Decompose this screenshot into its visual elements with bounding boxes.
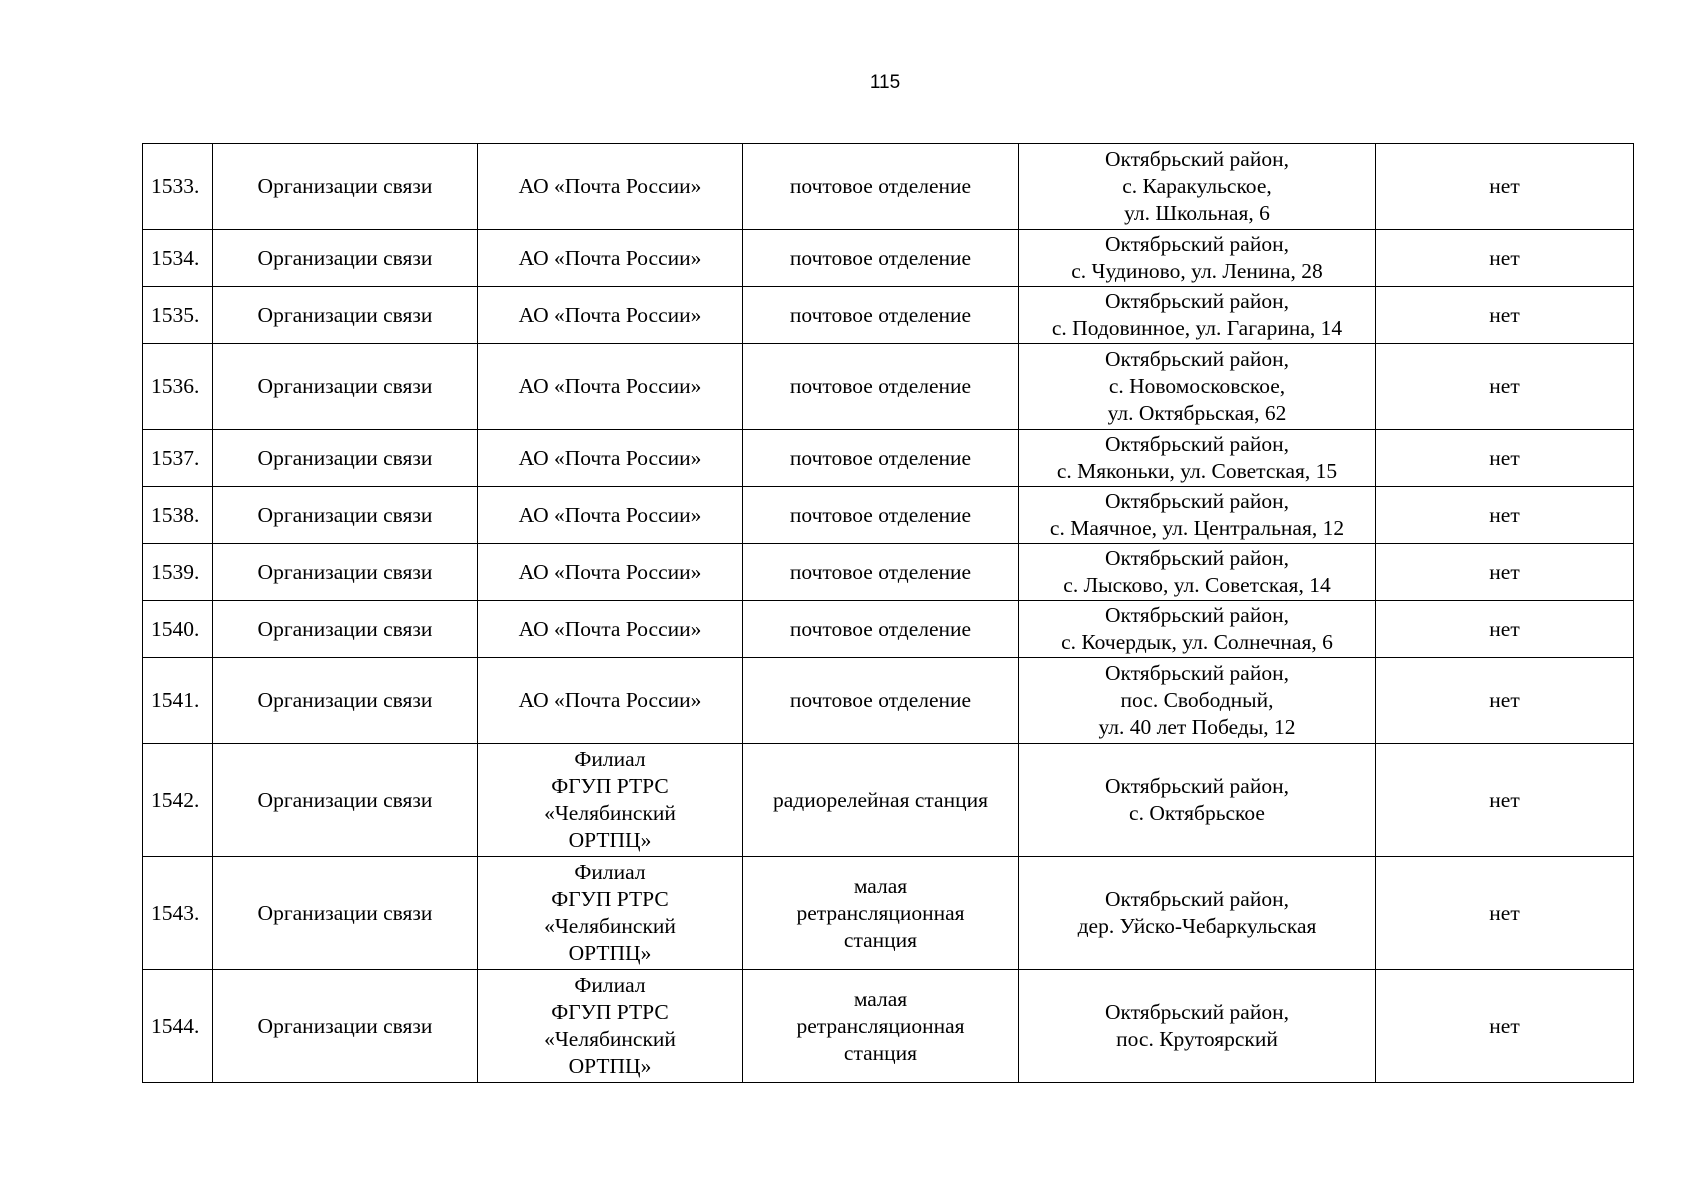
- address-line: с. Новомосковское,: [1108, 374, 1286, 398]
- address-line: Октябрьский район,: [1105, 887, 1289, 911]
- organization-line: АО «Почта России»: [518, 374, 702, 398]
- category-cell: Организации связи: [213, 344, 478, 430]
- address-line: Октябрьский район,: [1105, 347, 1289, 371]
- table-row: [143, 430, 1634, 487]
- table-row: [143, 344, 1634, 430]
- address-line: Октябрьский район,: [1105, 661, 1289, 685]
- row-number-cell: 1537.: [143, 430, 213, 487]
- address-line: дер. Уйско-Чебаркульская: [1077, 914, 1317, 938]
- address-line: Октябрьский район,: [1105, 546, 1289, 570]
- organization-cell: [478, 544, 743, 601]
- address-cell: [1019, 970, 1376, 1083]
- object-type-cell: [743, 487, 1019, 544]
- row-number-cell: 1540.: [143, 601, 213, 658]
- organization-cell: [478, 144, 743, 230]
- category-cell: Организации связи: [213, 970, 478, 1083]
- address-line: Октябрьский район,: [1105, 489, 1289, 513]
- organization-line: АО «Почта России»: [518, 302, 702, 327]
- organization-cell: [478, 487, 743, 544]
- organization-cell: [478, 430, 743, 487]
- status-cell: нет: [1376, 744, 1634, 857]
- object-type-cell: [743, 744, 1019, 857]
- organization-cell: [478, 230, 743, 287]
- address-line: пос. Свободный,: [1120, 688, 1274, 712]
- address-line: ул. Школьная, 6: [1124, 201, 1270, 225]
- object-type-line: почтовое отделение: [789, 688, 972, 712]
- organization-line: АО «Почта России»: [518, 502, 702, 527]
- object-type-line: малая: [853, 986, 908, 1011]
- object-type-cell: [743, 970, 1019, 1083]
- object-type-line: станция: [843, 927, 918, 952]
- address-line: с. Кочердык, ул. Солнечная, 6: [1061, 630, 1333, 654]
- address-line: Октябрьский район,: [1105, 1000, 1289, 1024]
- status-cell: нет: [1376, 544, 1634, 601]
- address-cell: [1019, 230, 1376, 287]
- object-type-cell: [743, 144, 1019, 230]
- address-line: с. Октябрьское: [1129, 801, 1265, 825]
- address-cell: [1019, 544, 1376, 601]
- category-cell: Организации связи: [213, 658, 478, 744]
- address-line: ул. 40 лет Победы, 12: [1098, 715, 1296, 739]
- page-number: 115: [869, 72, 901, 93]
- category-cell: Организации связи: [213, 601, 478, 658]
- organization-line: ФГУП РТРС: [551, 774, 669, 798]
- organization-cell: [478, 857, 743, 970]
- organization-line: ОРТПЦ»: [568, 1054, 652, 1078]
- organization-line: ФГУП РТРС: [551, 887, 669, 911]
- address-line: Октябрьский район,: [1105, 289, 1289, 313]
- organization-line: АО «Почта России»: [518, 559, 702, 584]
- address-line: с. Мяконьки, ул. Советская, 15: [1056, 459, 1338, 483]
- organization-cell: [478, 970, 743, 1083]
- row-number-cell: 1534.: [143, 230, 213, 287]
- object-type-cell: [743, 601, 1019, 658]
- address-cell: [1019, 287, 1376, 344]
- object-type-line: почтовое отделение: [789, 559, 972, 584]
- address-line: Октябрьский район,: [1105, 774, 1289, 798]
- organization-cell: [478, 658, 743, 744]
- table-row: [143, 857, 1634, 970]
- object-type-cell: [743, 857, 1019, 970]
- organization-line: АО «Почта России»: [518, 688, 702, 712]
- status-cell: нет: [1376, 601, 1634, 658]
- category-cell: Организации связи: [213, 487, 478, 544]
- object-type-line: ретрансляционная: [796, 900, 965, 925]
- table-row: [143, 970, 1634, 1083]
- organization-line: ФГУП РТРС: [551, 1000, 669, 1024]
- table-row: [143, 144, 1634, 230]
- table-row: [143, 658, 1634, 744]
- category-cell: Организации связи: [213, 544, 478, 601]
- object-type-cell: [743, 430, 1019, 487]
- organization-cell: [478, 744, 743, 857]
- status-cell: нет: [1376, 144, 1634, 230]
- organization-line: ОРТПЦ»: [568, 941, 652, 965]
- object-type-line: почтовое отделение: [789, 502, 972, 527]
- status-cell: нет: [1376, 430, 1634, 487]
- status-cell: нет: [1376, 344, 1634, 430]
- status-cell: нет: [1376, 487, 1634, 544]
- object-type-cell: [743, 287, 1019, 344]
- address-cell: [1019, 430, 1376, 487]
- address-line: Октябрьский район,: [1105, 603, 1289, 627]
- row-number-cell: 1538.: [143, 487, 213, 544]
- address-cell: [1019, 744, 1376, 857]
- address-line: с. Лысково, ул. Советская, 14: [1063, 573, 1331, 597]
- address-cell: [1019, 857, 1376, 970]
- address-line: с. Маячное, ул. Центральная, 12: [1049, 516, 1345, 540]
- category-cell: Организации связи: [213, 230, 478, 287]
- row-number-cell: 1542.: [143, 744, 213, 857]
- object-type-line: станция: [843, 1040, 918, 1065]
- object-type-cell: [743, 230, 1019, 287]
- organization-line: АО «Почта России»: [518, 245, 702, 270]
- address-cell: [1019, 658, 1376, 744]
- status-cell: нет: [1376, 658, 1634, 744]
- category-cell: Организации связи: [213, 430, 478, 487]
- object-type-line: почтовое отделение: [789, 445, 972, 470]
- address-cell: [1019, 601, 1376, 658]
- object-type-cell: [743, 658, 1019, 744]
- address-cell: [1019, 144, 1376, 230]
- category-cell: Организации связи: [213, 144, 478, 230]
- organization-line: Филиал: [574, 747, 646, 771]
- row-number-cell: 1539.: [143, 544, 213, 601]
- row-number-cell: 1541.: [143, 658, 213, 744]
- address-line: Октябрьский район,: [1105, 432, 1289, 456]
- category-cell: Организации связи: [213, 287, 478, 344]
- address-line: пос. Крутоярский: [1116, 1027, 1278, 1051]
- status-cell: нет: [1376, 287, 1634, 344]
- organization-line: Филиал: [574, 973, 646, 997]
- organization-cell: [478, 601, 743, 658]
- object-type-line: ретрансляционная: [796, 1013, 965, 1038]
- address-cell: [1019, 344, 1376, 430]
- organization-line: АО «Почта России»: [518, 174, 702, 198]
- address-line: Октябрьский район,: [1105, 232, 1289, 256]
- address-line: с. Подовинное, ул. Гагарина, 14: [1051, 316, 1343, 340]
- organization-line: «Челябинский: [544, 914, 676, 938]
- status-cell: нет: [1376, 970, 1634, 1083]
- table-row: [143, 230, 1634, 287]
- table-row: [143, 487, 1634, 544]
- row-number-cell: 1543.: [143, 857, 213, 970]
- row-number-cell: 1535.: [143, 287, 213, 344]
- object-type-cell: [743, 344, 1019, 430]
- organization-cell: [478, 287, 743, 344]
- category-cell: Организации связи: [213, 857, 478, 970]
- table-row: [143, 744, 1634, 857]
- address-line: с. Каракульское,: [1122, 174, 1272, 198]
- table-row: [143, 601, 1634, 658]
- object-type-cell: [743, 544, 1019, 601]
- object-type-line: почтовое отделение: [789, 245, 972, 270]
- status-cell: нет: [1376, 230, 1634, 287]
- object-type-line: почтовое отделение: [789, 374, 972, 398]
- object-type-line: радиорелейная станция: [772, 787, 989, 812]
- registry-table: [142, 143, 1634, 1083]
- address-line: с. Чудиново, ул. Ленина, 28: [1071, 259, 1323, 283]
- organization-line: «Челябинский: [544, 801, 676, 825]
- status-cell: нет: [1376, 857, 1634, 970]
- registry-table-body: [143, 144, 1634, 1083]
- address-cell: [1019, 487, 1376, 544]
- row-number-cell: 1544.: [143, 970, 213, 1083]
- row-number-cell: 1533.: [143, 144, 213, 230]
- organization-line: АО «Почта России»: [518, 445, 702, 470]
- organization-line: ОРТПЦ»: [568, 828, 652, 852]
- organization-line: «Челябинский: [544, 1027, 676, 1051]
- organization-cell: [478, 344, 743, 430]
- object-type-line: почтовое отделение: [789, 616, 972, 641]
- organization-line: Филиал: [574, 860, 646, 884]
- address-line: ул. Октябрьская, 62: [1107, 401, 1287, 425]
- object-type-line: почтовое отделение: [789, 302, 972, 327]
- object-type-line: почтовое отделение: [789, 174, 972, 198]
- row-number-cell: 1536.: [143, 344, 213, 430]
- table-row: [143, 544, 1634, 601]
- table-row: [143, 287, 1634, 344]
- category-cell: Организации связи: [213, 744, 478, 857]
- organization-line: АО «Почта России»: [518, 616, 702, 641]
- object-type-line: малая: [853, 873, 908, 898]
- address-line: Октябрьский район,: [1105, 147, 1289, 171]
